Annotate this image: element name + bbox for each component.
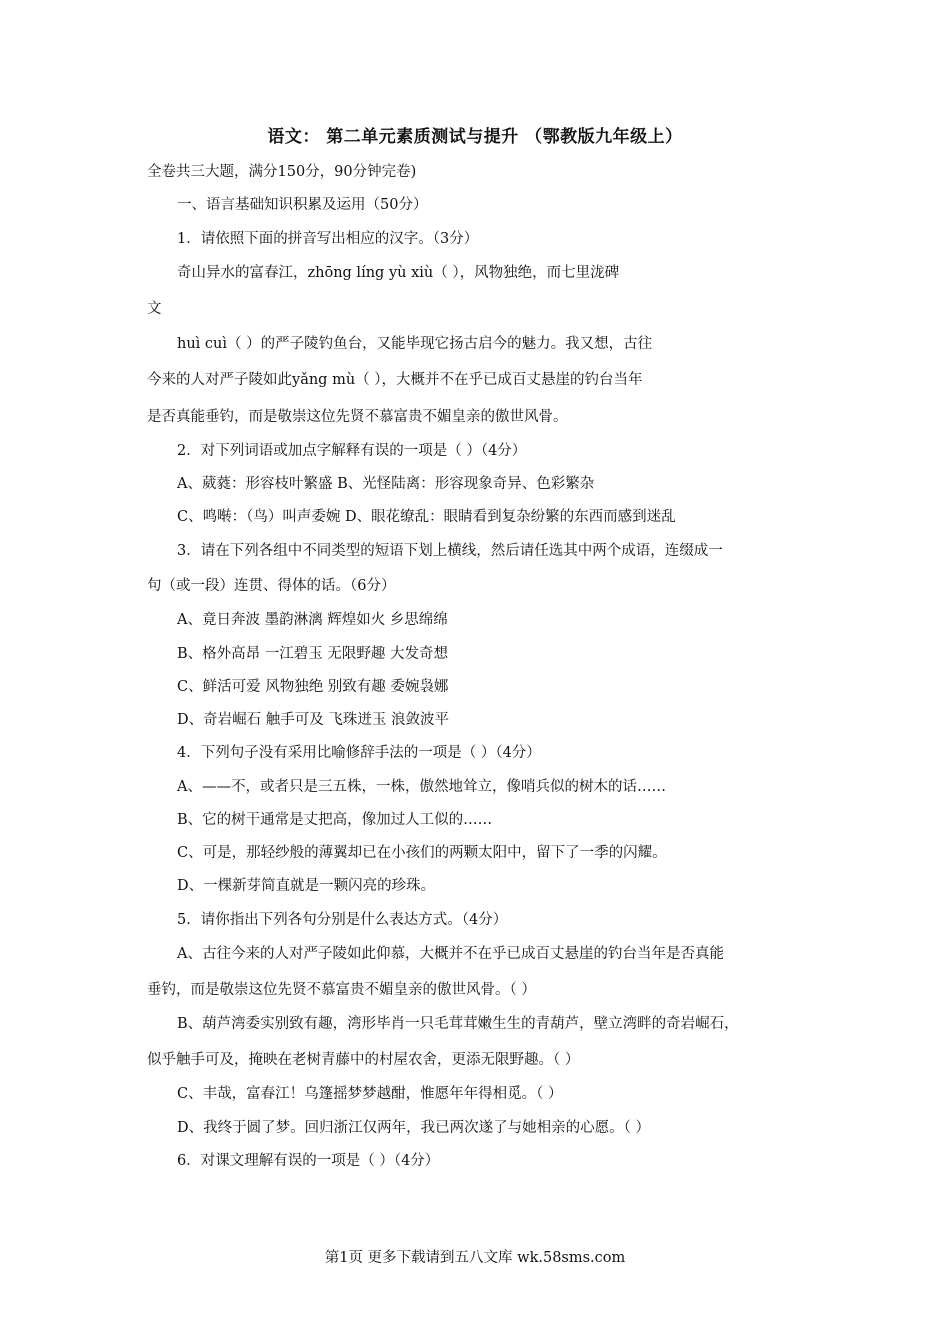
question-3-option: B、格外高昂 一江碧玉 无限野趣 大发奇想 — [177, 646, 448, 662]
question-3-option: D、奇岩崛石 触手可及 飞珠迸玉 浪敛波平 — [177, 712, 449, 728]
question-5-option: A、古往今来的人对严子陵如此仰慕，大概并不在乎已成百丈悬崖的钓台当年是否真能 — [177, 946, 724, 962]
question-3-option: A、竟日奔波 墨韵淋漓 辉煌如火 乡思绵绵 — [177, 612, 448, 628]
question-5-option: B、葫芦湾委实别致有趣，湾形毕肖一只毛茸茸嫩生生的青葫芦，壁立湾畔的奇岩崛石， — [177, 1016, 739, 1032]
question-4-option: B、它的树干通常是丈把高，像加过人工似的…… — [177, 812, 493, 828]
question-1-text: 奇山异水的富春江，zhōng líng yù xiù（ ），风物独绝，而七里泷碑 — [177, 265, 620, 281]
exam-info: 全卷共三大题，满分150分，90分钟完卷) — [147, 164, 417, 180]
question-1-text: 文 — [147, 301, 162, 317]
question-6: 6．对课文理解有误的一项是（ ）（4分） — [177, 1153, 440, 1169]
question-2: 2．对下列词语或加点字解释有误的一项是（ ）（4分） — [177, 443, 527, 459]
question-3: 3．请在下列各组中不同类型的短语下划上横线，然后请任选其中两个成语，连缀成一 — [177, 543, 723, 559]
question-3: 句（或一段）连贯、得体的话。（6分） — [147, 578, 396, 594]
question-5-option: D、我终于圆了梦。回归浙江仅两年，我已两次遂了与她相亲的心愿。（ ） — [177, 1120, 650, 1136]
question-3-option: C、鲜活可爱 风物独绝 别致有趣 委婉袅娜 — [177, 679, 449, 695]
question-1-text: 今来的人对严子陵如此yǎng mù（ ），大概并不在乎已成百丈悬崖的钓台当年 — [147, 372, 643, 388]
page-footer: 第1页 更多下载请到五八文库 wk.58sms.com — [324, 1250, 626, 1266]
question-5: 5．请你指出下列各句分别是什么表达方式。（4分） — [177, 912, 508, 928]
document-title: 语文： 第二单元素质测试与提升 （鄂教版九年级上） — [267, 127, 683, 147]
question-2-option: C、鸣啭：（鸟）叫声委婉 D、眼花缭乱：眼睛看到复杂纷繁的东西而感到迷乱 — [177, 509, 676, 525]
question-5-option: 似乎触手可及，掩映在老树青藤中的村屋农舍，更添无限野趣。（ ） — [147, 1052, 580, 1068]
question-4-option: C、可是，那轻纱般的薄翼却已在小孩们的两颗太阳中，留下了一季的闪耀。 — [177, 845, 667, 861]
question-4-option: D、一棵新芽简直就是一颗闪亮的珍珠。 — [177, 878, 436, 894]
question-5-option: C、丰哉，富春江！乌篷摇梦梦越酣，惟愿年年得相觅。（ ） — [177, 1086, 563, 1102]
question-2-option: A、葳蕤：形容枝叶繁盛 B、光怪陆离：形容现象奇异、色彩繁杂 — [177, 476, 595, 492]
question-5-option: 垂钓，而是敬崇这位先贤不慕富贵不媚皇亲的傲世风骨。（ ） — [147, 982, 536, 998]
question-4: 4．下列句子没有采用比喻修辞手法的一项是（ ）（4分） — [177, 745, 541, 761]
question-1: 1．请依照下面的拼音写出相应的汉字。（3分） — [177, 231, 479, 247]
question-1-text: huì cuì（ ）的严子陵钓鱼台，又能毕现它扬古启今的魅力。我又想，古往 — [177, 336, 653, 352]
section-heading: 一、语言基础知识积累及运用（50分） — [177, 197, 428, 213]
question-1-text: 是否真能垂钓，而是敬崇这位先贤不慕富贵不媚皇亲的傲世风骨。 — [147, 409, 568, 425]
question-4-option: A、——不，或者只是三五株，一株，傲然地耸立，像哨兵似的树木的话…… — [177, 779, 666, 795]
